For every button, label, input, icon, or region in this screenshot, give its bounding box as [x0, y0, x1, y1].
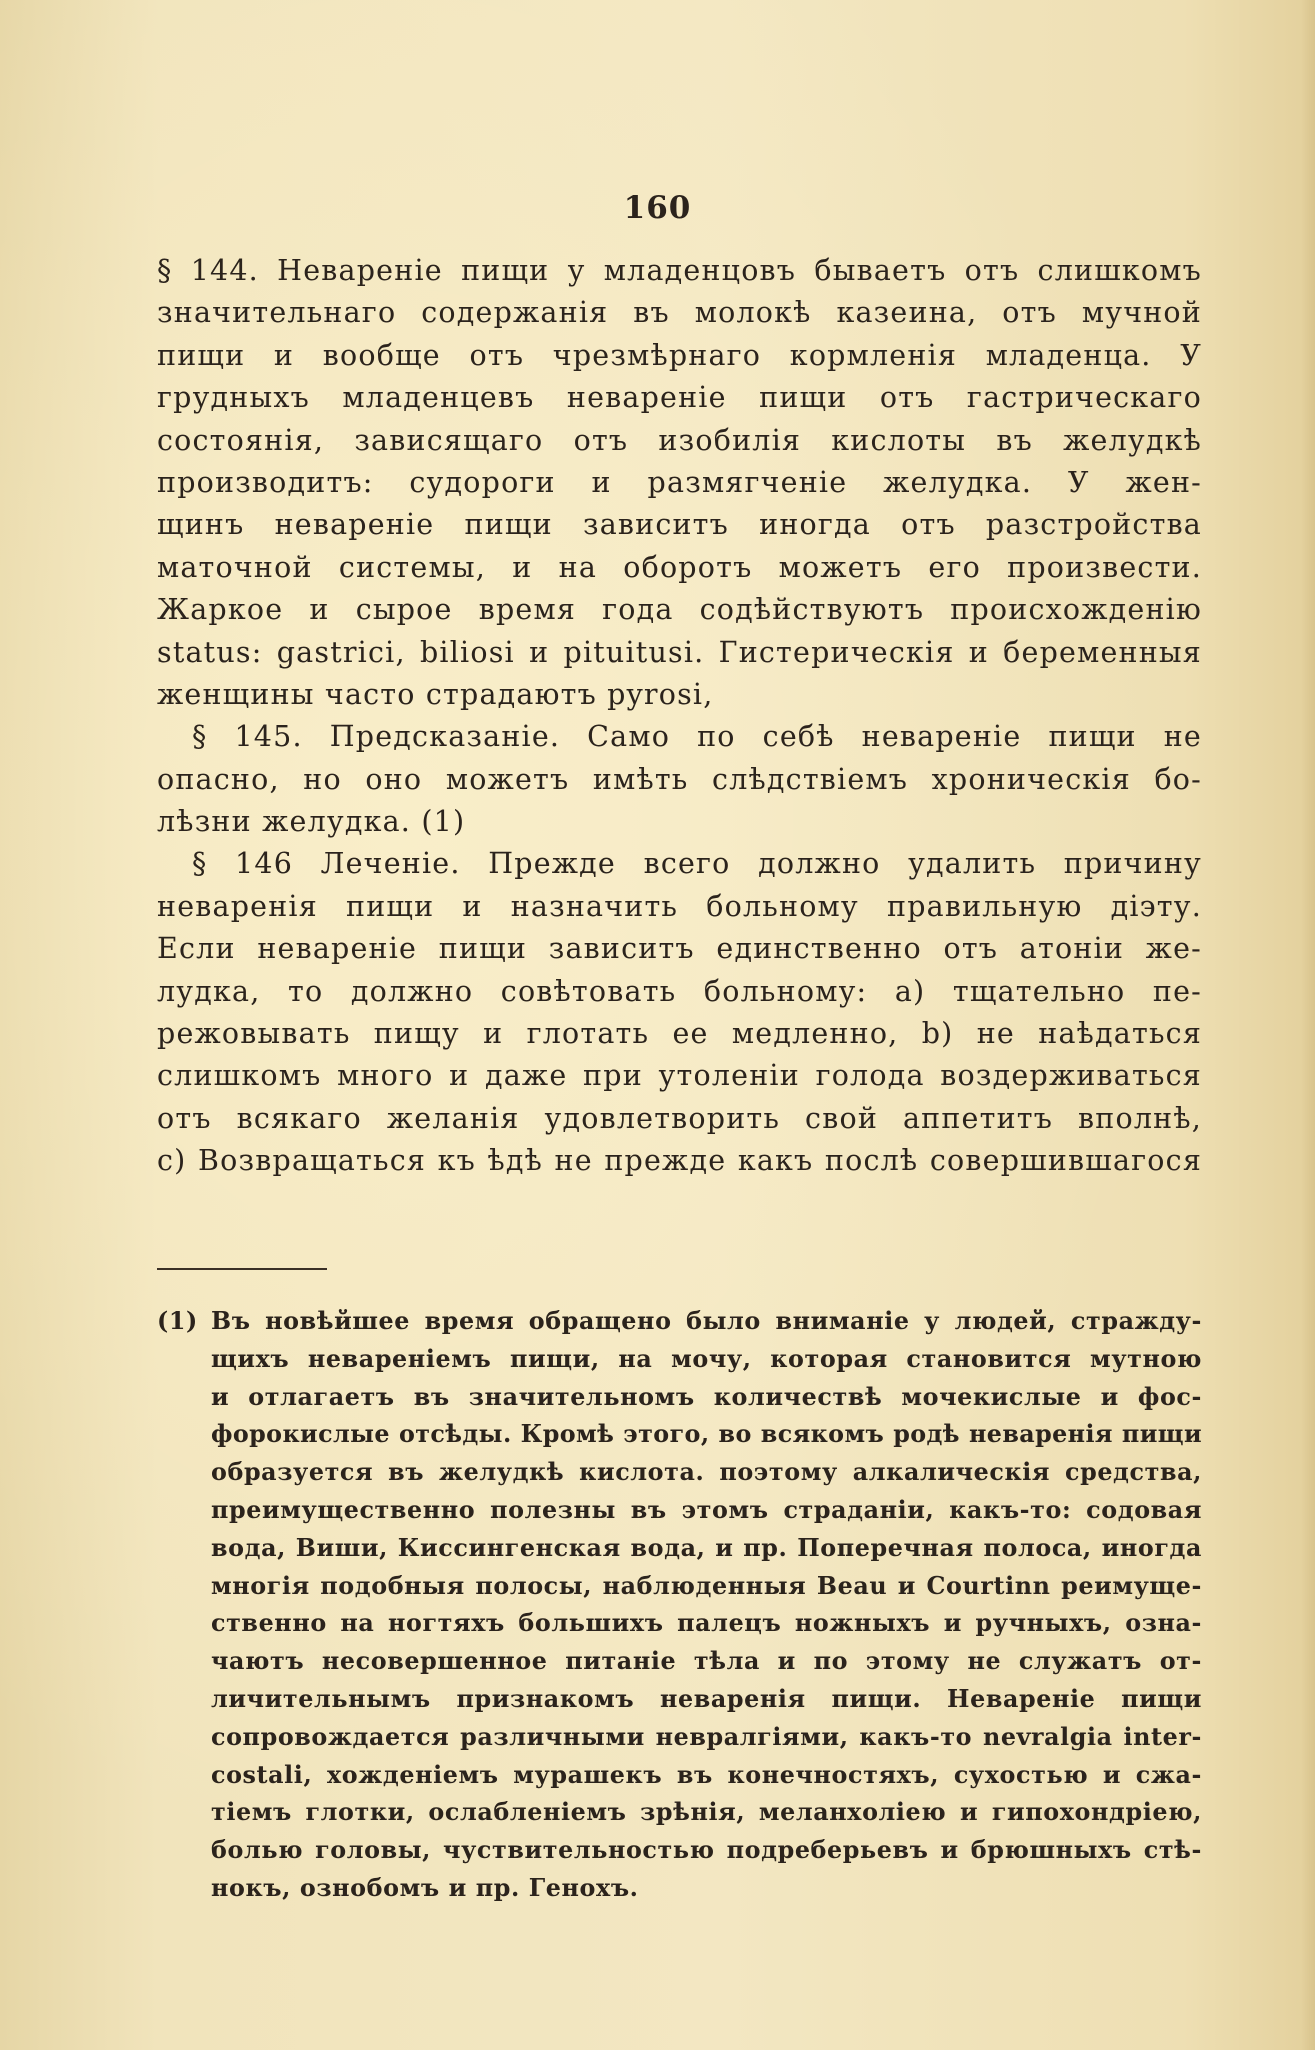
text-line: status: gastrici, biliosi и pituitusi. Гистерическія и беременныя: [157, 635, 1202, 669]
footnote-line: щихъ невареніемъ пищи, на мочу, которая становится мутною: [211, 1344, 1202, 1373]
footnote-line: болью головы, чуствительностью подреберьевъ и брюшныхъ стѣ-: [211, 1836, 1202, 1865]
text-line: Если невареніе пищи зависитъ единственно отъ атоніи же-: [157, 932, 1202, 966]
text-line-section-145: § 145. Предсказаніе. Само по себѣ невареніе пищи не: [192, 720, 1202, 754]
footnote-line: преимущественно полезны въ этомъ страданіи, какъ-то: содовая: [211, 1495, 1202, 1524]
footnote-line: личительнымъ признакомъ неваренія пищи. Невареніе пищи: [211, 1684, 1202, 1713]
page-number: 160: [623, 190, 692, 226]
footnote-line: тіемъ глотки, ослабленіемъ зрѣнія, меланхоліею и гипохондріею,: [211, 1798, 1202, 1827]
footnote-block: [157, 1303, 1202, 1908]
footnote-line: и отлагаетъ въ значительномъ количествѣ мочекислые и фос-: [211, 1382, 1202, 1411]
footnote-divider: [157, 1268, 327, 1270]
text-line: лѣзни желудка. (1): [157, 805, 466, 839]
page-edge-shadow: [1301, 0, 1315, 2050]
text-line: пищи и вообще отъ чрезмѣрнаго кормленія младенца. У: [157, 338, 1202, 372]
footnote-line: многія подобныя полосы, наблюденныя Beau и Courtinn реимуще-: [211, 1571, 1202, 1600]
footnote-line: форокислые отсѣды. Кромѣ этого, во всякомъ родѣ неваренія пищи: [211, 1420, 1202, 1449]
text-line: неваренія пищи и назначить больному правильную діэту.: [157, 889, 1202, 923]
text-line-section-146: § 146 Леченіе. Прежде всего должно удалить причину: [192, 847, 1202, 881]
text-line: щинъ невареніе пищи зависитъ иногда отъ разстройства: [157, 508, 1202, 542]
text-line: § 144. Невареніе пищи у младенцовъ бываетъ отъ слишкомъ: [157, 254, 1202, 287]
text-line: Жаркое и сырое время года содѣйствуютъ происхожденію: [157, 593, 1202, 627]
text-line: производитъ: судороги и размягченіе желудка. У жен-: [157, 465, 1202, 499]
text-line: значительнаго содержанія въ молокѣ казеина, отъ мучной: [157, 296, 1202, 330]
text-line: маточной системы, и на оборотъ можетъ его произвести.: [157, 550, 1202, 584]
text-line: режовывать пищу и глотать ее медленно, b) не наѣдаться: [157, 1017, 1202, 1051]
footnote-line: [157, 1303, 1202, 1341]
footnote-marker: (1): [157, 1307, 198, 1335]
footnote-line: costali, хожденіемъ мурашекъ въ конечностяхъ, сухостью и сжа-: [211, 1760, 1202, 1789]
footnote-line: чаютъ несовершенное питаніе тѣла и по этому не служатъ от-: [211, 1647, 1202, 1676]
text-line: лудка, то должно совѣтовать больному: а) тщательно пе-: [157, 974, 1202, 1008]
footnote-line: сопровождается различными невралгіями, какъ-то nevralgia inter-: [211, 1722, 1202, 1751]
text-line: грудныхъ младенцевъ невареніе пищи отъ гастрическаго: [157, 381, 1202, 415]
main-text-block: [157, 250, 1202, 1183]
footnote-line-text: Въ новѣйшее время обращено было вниманіе у людей, стражду-: [211, 1307, 1202, 1335]
text-line: женщины часто страдаютъ pyrosi,: [157, 677, 714, 711]
footnote-line: образуется въ желудкѣ кислота. поэтому алкалическія средства,: [211, 1458, 1202, 1487]
footnote-line: ственно на ногтяхъ большихъ палецъ ножныхъ и ручныхъ, озна-: [211, 1609, 1202, 1638]
text-line: состоянія, зависящаго отъ изобилія кислоты въ желудкѣ: [157, 423, 1202, 457]
text-line: с) Возвращаться къ ѣдѣ не прежде какъ послѣ совершившагося: [157, 1144, 1202, 1178]
text-line: отъ всякаго желанія удовлетворить свой аппетитъ вполнѣ,: [157, 1101, 1202, 1135]
footnote-line: вода, Виши, Киссингенская вода, и пр. Поперечная полоса, иногда: [211, 1533, 1202, 1562]
text-line: слишкомъ много и даже при утоленіи голода воздерживаться: [157, 1059, 1202, 1093]
footnote-line: нокъ, ознобомъ и пр. Генохъ.: [211, 1873, 639, 1902]
text-line: опасно, но оно можетъ имѣть слѣдствіемъ хроническія бо-: [157, 762, 1202, 796]
